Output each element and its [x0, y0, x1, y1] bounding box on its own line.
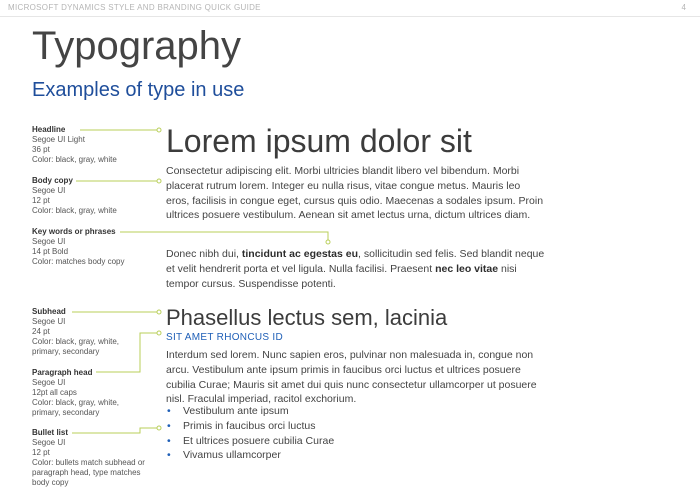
list-item: • Vestibulum ante ipsum [166, 404, 334, 419]
annotation-bullet-list [32, 428, 157, 488]
sample-body-keywords [166, 247, 546, 291]
annotation-subhead [32, 307, 157, 357]
annotation-title: Subhead [32, 307, 66, 316]
annotation-line: Color: bullets match subhead or [32, 458, 145, 467]
connector-dot [326, 240, 330, 244]
key-phrase: nec leo vitae [435, 262, 499, 275]
annotation-line: body copy [32, 478, 69, 487]
annotation-line: 14 pt Bold [32, 247, 69, 256]
annotation-line: Color: black, gray, white [32, 206, 117, 215]
page-title: Typography [32, 24, 242, 68]
annotation-line: primary, secondary [32, 408, 100, 417]
body-text: , sollicitudin sed felis. Sed blandit neque et velit hendrerit porta et vel ligula. Nulla facilisi. Praesent [166, 248, 545, 275]
connector-dot [157, 331, 161, 335]
annotation-line: Color: black, gray, white, [32, 398, 119, 407]
annotation-line: 12 pt [32, 448, 50, 457]
list-item: • Vivamus ullamcorper [166, 448, 334, 463]
connector-dot [157, 179, 161, 183]
sample-paragraph-head: SIT AMET RHONCUS ID [166, 332, 284, 343]
sample-bullet-list [166, 404, 334, 463]
body-text: Donec nibh dui, [166, 248, 242, 260]
connector-dot [157, 128, 161, 132]
annotation-body-copy [32, 176, 157, 216]
annotation-line: Segoe UI [32, 186, 66, 195]
list-item: • Et ultrices posuere cubilia Curae [166, 434, 334, 449]
annotation-line: Segoe UI [32, 438, 66, 447]
connector-dot [157, 310, 161, 314]
sample-body-copy-2: Interdum sed lorem. Nunc sapien eros, pulvinar non malesuada in, congue non arcu. Vestibulum ante ipsum primis in faucibus orci luctus et ultrices posuere cubilia Curae; Mauris sit amet dui quis nunc consectetur ullamcorper ut posuere nisl. Fraculal imperiad, racitol exchorium. [166, 349, 537, 406]
annotation-title: Paragraph head [32, 368, 93, 377]
annotation-line: 12pt all caps [32, 388, 77, 397]
annotation-line: Color: matches body copy [32, 257, 125, 266]
header-bar [0, 0, 700, 17]
connector-dot [157, 426, 161, 430]
annotation-line: Segoe UI [32, 378, 66, 387]
annotation-line: 12 pt [32, 196, 50, 205]
annotation-title: Headline [32, 125, 66, 134]
sample-body-copy: Consectetur adipiscing elit. Morbi ultricies blandit libero vel bibendum. Morbi placerat rutrum lorem. Integer eu nulla risus, vitae congue metus. Mauris leo eros, facilisis in congue eget, cursus quis odio. Maecenas a sodales ipsum. Proin ultrices posuere vestibulum. Aenean sit amet lectus urna, dictum ultrices diam. [166, 165, 544, 222]
annotation-line: paragraph head, type matches [32, 468, 141, 477]
page-subtitle: Examples of type in use [32, 79, 245, 101]
annotation-headline [32, 125, 157, 165]
annotation-line: primary, secondary [32, 347, 100, 356]
annotation-line: 24 pt [32, 327, 50, 336]
annotation-line: Segoe UI [32, 317, 66, 326]
annotation-key-words [32, 227, 157, 267]
sample-headline: Lorem ipsum dolor sit [166, 123, 472, 159]
sample-subhead: Phasellus lectus sem, lacinia [166, 305, 448, 330]
annotation-line: Color: black, gray, white, [32, 337, 119, 346]
annotation-line: Color: black, gray, white [32, 155, 117, 164]
list-item: • Primis in faucibus orci luctus [166, 419, 334, 434]
annotation-line: 36 pt [32, 145, 50, 154]
annotation-line: Segoe UI [32, 237, 66, 246]
body-text: nisi tempor cursus. Suspendisse potenti. [166, 262, 517, 290]
annotation-title: Body copy [32, 176, 73, 185]
annotation-title: Bullet list [32, 428, 69, 437]
annotation-line: Segoe UI Light [32, 135, 85, 144]
guide-title: MICROSOFT DYNAMICS STYLE AND BRANDING QUICK GUIDE [8, 3, 261, 12]
key-phrase: tincidunt ac egestas eu [241, 248, 359, 260]
annotation-title: Key words or phrases [32, 227, 116, 236]
annotation-paragraph-head [32, 368, 157, 418]
page-number: 4 [681, 3, 686, 12]
